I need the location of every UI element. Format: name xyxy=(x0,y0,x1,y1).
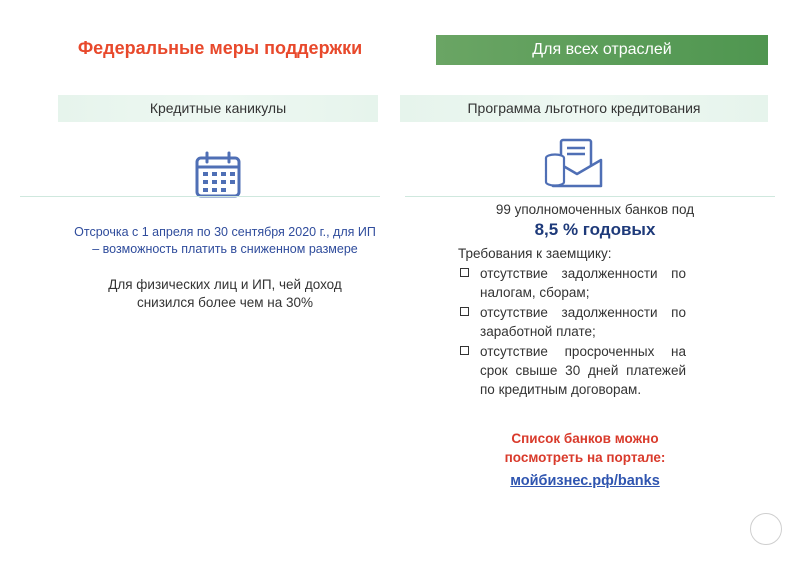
page-title: Федеральные меры поддержки xyxy=(77,38,363,58)
bank-note-line: Список банков можно xyxy=(511,431,659,446)
checkbox-icon xyxy=(460,346,469,355)
list-item xyxy=(458,303,686,341)
eligibility-line: снизился более чем на 30% xyxy=(136,295,314,310)
banks-portal-link[interactable]: мойбизнес.рф/banks xyxy=(510,473,660,489)
requirement-text: отсутствие задолженности по заработной плате; xyxy=(480,305,686,339)
divider xyxy=(405,196,775,197)
credit-holidays-terms xyxy=(60,224,390,258)
section-header-preferential-lending: Программа льготного кредитования xyxy=(400,95,768,122)
industries-banner: Для всех отраслей xyxy=(436,35,768,65)
calendar-icon xyxy=(193,150,243,200)
checkbox-icon xyxy=(460,307,469,316)
terms-line: – возможность платить в сниженном размере xyxy=(92,242,358,256)
eligibility-line: Для физических лиц и ИП, чей доход xyxy=(108,277,342,292)
interest-rate: 8,5 % годовых xyxy=(534,220,656,239)
section-header-credit-holidays: Кредитные каникулы xyxy=(58,95,378,122)
requirements-title: Требования к заемщику: xyxy=(458,246,612,261)
requirement-text: отсутствие просроченных на срок свыше 30 дней платежей по кредитным договорам. xyxy=(480,344,686,397)
checkbox-icon xyxy=(460,268,469,277)
bank-note-line: посмотреть на портале: xyxy=(504,450,666,465)
list-item xyxy=(458,264,686,302)
bank-money-icon xyxy=(543,136,607,192)
credit-holidays-eligibility xyxy=(60,276,390,312)
page-corner-circle xyxy=(750,513,782,545)
bank-list-note xyxy=(470,429,700,467)
requirements-list xyxy=(458,264,686,400)
list-item xyxy=(458,342,686,399)
requirement-text: отсутствие задолженности по налогам, сборам; xyxy=(480,266,686,300)
divider xyxy=(20,196,380,197)
authorized-banks-count: 99 уполномоченных банков под xyxy=(495,202,695,217)
terms-line: Отсрочка с 1 апреля по 30 сентября 2020 г., для ИП xyxy=(74,225,376,239)
